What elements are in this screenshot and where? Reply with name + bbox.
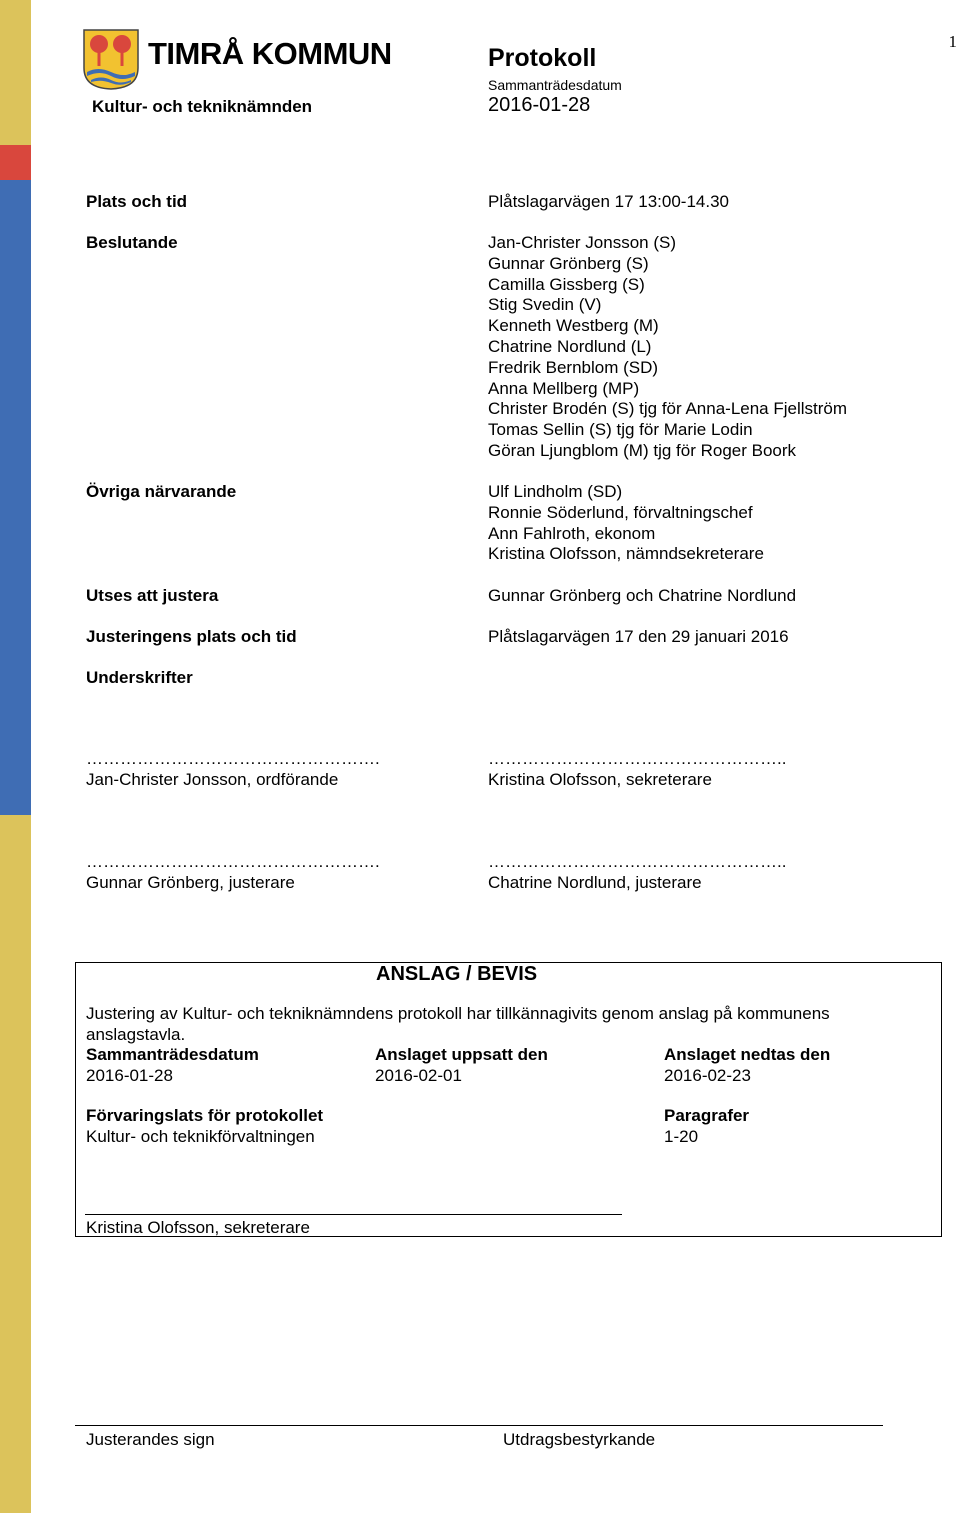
side-stripe-blue [0, 180, 31, 815]
notice-paragraphs-label: Paragrafer [664, 1106, 750, 1125]
footer-extract-certified: Utdragsbestyrkande [503, 1430, 656, 1449]
notice-storage-value: Kultur- och teknikförvaltningen [86, 1127, 315, 1146]
signature-adjuster-1: Gunnar Grönberg, justerare [86, 873, 295, 892]
municipality-name: TIMRÅ KOMMUN [148, 36, 392, 71]
notice-paragraphs-value: 1-20 [664, 1127, 699, 1146]
footer-adjuster-sign: Justerandes sign [86, 1430, 215, 1449]
adjust-place-label: Justeringens plats och tid [86, 627, 297, 646]
list-item: Ulf Lindholm (SD) [488, 482, 623, 501]
notice-text-line-2: anslagstavla. [86, 1025, 186, 1044]
list-item: Camilla Gissberg (S) [488, 274, 645, 294]
page-number: 1 [948, 32, 957, 51]
list-item: Jan-Christer Jonsson (S) [488, 233, 677, 252]
notice-meeting-date-label: Sammanträdesdatum [86, 1045, 259, 1064]
signature-dots: …………………………………………….. [488, 852, 787, 871]
list-item: Ronnie Söderlund, förvaltningschef [488, 502, 753, 522]
side-stripe-yellow-bottom [0, 815, 31, 1513]
list-item: Ann Fahlroth, ekonom [488, 523, 656, 543]
list-item: Fredrik Bernblom (SD) [488, 357, 659, 377]
list-item: Kenneth Westberg (M) [488, 316, 659, 336]
place-value: Plåtslagarvägen 17 13:00-14.30 [488, 192, 730, 211]
side-stripe-yellow-top [0, 0, 31, 145]
signature-adjuster-2: Chatrine Nordlund, justerare [488, 873, 702, 892]
notice-meeting-date-value: 2016-01-28 [86, 1066, 173, 1085]
side-stripe-red [0, 145, 31, 180]
others-label: Övriga närvarande [86, 482, 237, 501]
meeting-date-label: Sammanträdesdatum [488, 77, 622, 93]
signature-dots: …………………………………………….. [488, 749, 787, 768]
place-label: Plats och tid [86, 192, 188, 211]
list-item: Chatrine Nordlund (L) [488, 336, 652, 356]
deciding-list [488, 233, 847, 462]
notice-text-line-1: Justering av Kultur- och tekniknämndens protokoll har tillkännagivits genom anslag på kommunens [86, 1004, 830, 1023]
footer-line [75, 1425, 883, 1426]
list-item: Tomas Sellin (S) tjg för Marie Lodin [488, 420, 753, 440]
committee-name: Kultur- och tekniknämnden [92, 97, 313, 116]
notice-removed-value: 2016-02-23 [664, 1066, 751, 1085]
list-item: Gunnar Grönberg (S) [488, 253, 649, 273]
adjust-label: Utses att justera [86, 586, 219, 605]
notice-signer: Kristina Olofsson, sekreterare [86, 1218, 310, 1237]
notice-title: ANSLAG / BEVIS [376, 963, 538, 985]
signature-secretary: Kristina Olofsson, sekreterare [488, 770, 712, 789]
notice-posted-value: 2016-02-01 [375, 1066, 462, 1085]
list-item: Christer Brodén (S) tjg för Anna-Lena Fjellström [488, 399, 848, 419]
municipality-logo-icon [82, 28, 140, 90]
others-list [488, 482, 764, 565]
adjust-place-value: Plåtslagarvägen 17 den 29 januari 2016 [488, 627, 789, 646]
list-item: Anna Mellberg (MP) [488, 378, 640, 398]
list-item: Göran Ljungblom (M) tjg för Roger Boork [488, 440, 797, 460]
notice-storage-label: Förvaringslats för protokollet [86, 1106, 324, 1125]
notice-posted-label: Anslaget uppsatt den [375, 1045, 548, 1064]
signature-chair: Jan-Christer Jonsson, ordförande [86, 770, 339, 789]
list-item: Kristina Olofsson, nämndsekreterare [488, 544, 764, 564]
signature-dots: ……………………………………………. [86, 852, 380, 871]
document-title: Protokoll [488, 44, 597, 72]
signatures-label: Underskrifter [86, 668, 193, 687]
deciding-label: Beslutande [86, 233, 178, 252]
notice-signature-line [85, 1214, 622, 1215]
list-item: Stig Svedin (V) [488, 295, 602, 315]
notice-removed-label: Anslaget nedtas den [664, 1045, 831, 1064]
adjust-value: Gunnar Grönberg och Chatrine Nordlund [488, 586, 797, 605]
meeting-date-value: 2016-01-28 [488, 94, 591, 116]
signature-dots: ……………………………………………. [86, 749, 380, 768]
